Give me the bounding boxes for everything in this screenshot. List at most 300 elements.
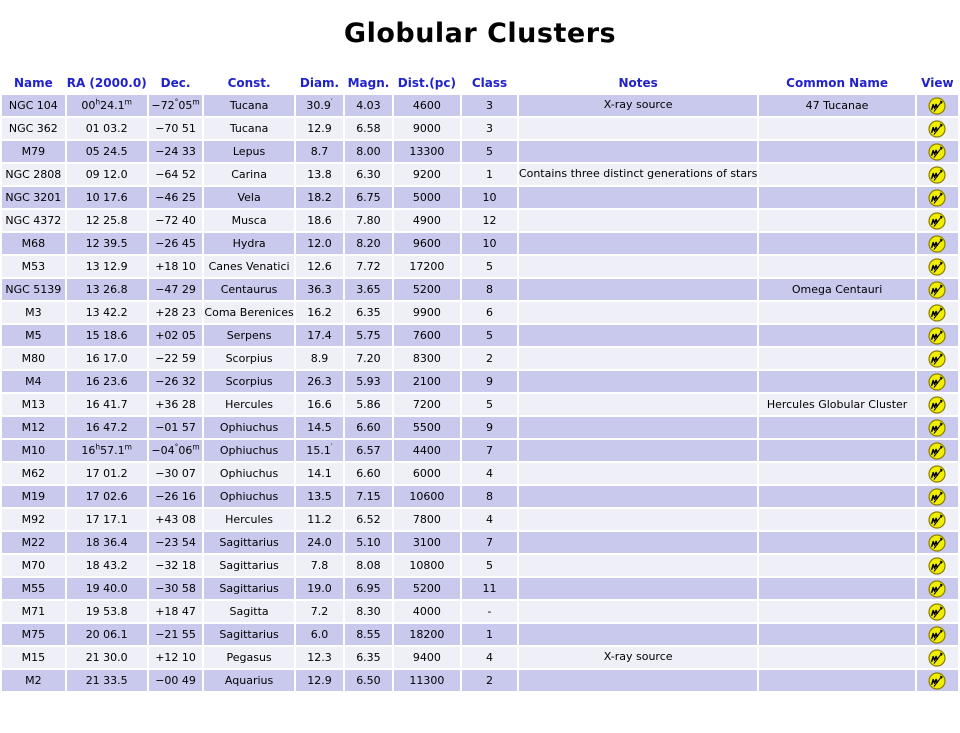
cell-ra: 09 12.0 — [67, 164, 147, 185]
cell-ra: 17 17.1 — [67, 509, 147, 530]
cell-name: M3 — [2, 302, 65, 323]
cell-name: M13 — [2, 394, 65, 415]
col-header-common: Common Name — [786, 76, 888, 90]
cell-ra: 13 42.2 — [67, 302, 147, 323]
cell-diam: 8.9 — [296, 348, 344, 369]
cell-notes: X-ray source — [519, 95, 757, 116]
cell-common — [759, 233, 914, 254]
cell-dist: 5500 — [394, 417, 461, 438]
cell-diam: 12.9 — [296, 118, 344, 139]
cell-diam: 14.5 — [296, 417, 344, 438]
cell-notes — [519, 118, 757, 139]
cell-notes — [519, 509, 757, 530]
cell-const: Scorpius — [204, 348, 293, 369]
cell-view[interactable] — [917, 325, 958, 346]
cell-name: M75 — [2, 624, 65, 645]
table-row — [2, 440, 958, 461]
cell-name: NGC 4372 — [2, 210, 65, 231]
cell-common — [759, 302, 914, 323]
cell-ra: 17 02.6 — [67, 486, 147, 507]
cell-name: M70 — [2, 555, 65, 576]
cell-diam: 19.0 — [296, 578, 344, 599]
cell-view[interactable] — [917, 509, 958, 530]
cell-dec: −70 51 — [149, 118, 203, 139]
cell-ra: 19 40.0 — [67, 578, 147, 599]
cell-dist: 7200 — [394, 394, 461, 415]
cell-magn: 5.86 — [345, 394, 391, 415]
cell-notes — [519, 394, 757, 415]
table-row — [2, 601, 958, 622]
cell-dist: 9200 — [394, 164, 461, 185]
cell-name: M12 — [2, 417, 65, 438]
cell-diam: 13.8 — [296, 164, 344, 185]
cell-notes — [519, 532, 757, 553]
view-image-icon — [928, 189, 946, 207]
cell-ra: 21 30.0 — [67, 647, 147, 668]
cell-magn: 6.95 — [345, 578, 391, 599]
cell-common — [759, 256, 914, 277]
cell-notes — [519, 440, 757, 461]
cell-cls: 5 — [462, 141, 517, 162]
cell-common — [759, 509, 914, 530]
cell-cls: 5 — [462, 394, 517, 415]
cell-cls: 1 — [462, 624, 517, 645]
cell-view[interactable] — [917, 394, 958, 415]
cell-const: Tucana — [204, 95, 293, 116]
cell-view[interactable] — [917, 187, 958, 208]
table-row — [2, 164, 958, 185]
table-row — [2, 394, 958, 415]
cell-magn: 6.58 — [345, 118, 391, 139]
cell-view[interactable] — [917, 417, 958, 438]
cell-const: Musca — [204, 210, 293, 231]
col-header-dist: Dist.(pc) — [397, 76, 456, 90]
cell-dist: 5000 — [394, 187, 461, 208]
cell-common — [759, 141, 914, 162]
cell-name: M62 — [2, 463, 65, 484]
cell-const: Sagittarius — [204, 624, 293, 645]
cell-magn: 6.60 — [345, 417, 391, 438]
cell-notes — [519, 233, 757, 254]
cell-ra: 16$^h$57.1$^m$ — [67, 440, 147, 461]
table-row — [2, 532, 958, 553]
cell-magn: 6.57 — [345, 440, 391, 461]
table-row — [2, 555, 958, 576]
cell-dec: −26 45 — [149, 233, 203, 254]
table-row — [2, 233, 958, 254]
col-header-ra: RA (2000.0) — [66, 76, 147, 90]
cell-common — [759, 348, 914, 369]
cell-common — [759, 463, 914, 484]
cell-view[interactable] — [917, 463, 958, 484]
cell-notes — [519, 187, 757, 208]
cell-name: M55 — [2, 578, 65, 599]
cell-dec: +43 08 — [149, 509, 203, 530]
table-row — [2, 141, 958, 162]
view-image-icon — [928, 442, 946, 460]
cell-const: Ophiuchus — [204, 486, 293, 507]
cell-ra: 21 33.5 — [67, 670, 147, 691]
cell-diam: 30.9′ — [296, 95, 344, 116]
cell-const: Tucana — [204, 118, 293, 139]
cell-common — [759, 532, 914, 553]
globular-clusters-table — [0, 74, 960, 693]
cell-cls: 5 — [462, 325, 517, 346]
col-header-dec: Dec. — [160, 76, 191, 90]
cell-dist: 17200 — [394, 256, 461, 277]
cell-common — [759, 555, 914, 576]
view-image-icon — [928, 166, 946, 184]
cell-diam: 16.6 — [296, 394, 344, 415]
cell-const: Lepus — [204, 141, 293, 162]
cell-name: M10 — [2, 440, 65, 461]
cell-view[interactable] — [917, 233, 958, 254]
cell-view[interactable] — [917, 624, 958, 645]
cell-const: Sagittarius — [204, 555, 293, 576]
table-row — [2, 210, 958, 231]
cell-view[interactable] — [917, 371, 958, 392]
view-image-icon — [928, 235, 946, 253]
cell-view[interactable] — [917, 118, 958, 139]
cell-view[interactable] — [917, 555, 958, 576]
cell-dec: −72 40 — [149, 210, 203, 231]
table-row — [2, 624, 958, 645]
view-image-icon — [928, 672, 946, 690]
cell-dist: 4900 — [394, 210, 461, 231]
cell-cls: 9 — [462, 417, 517, 438]
cell-view[interactable] — [917, 532, 958, 553]
cell-common — [759, 601, 914, 622]
cell-magn: 8.30 — [345, 601, 391, 622]
cell-notes — [519, 279, 757, 300]
cell-cls: 6 — [462, 302, 517, 323]
cell-dec: −26 32 — [149, 371, 203, 392]
cell-const: Hydra — [204, 233, 293, 254]
view-image-icon — [928, 488, 946, 506]
cell-cls: 7 — [462, 532, 517, 553]
cell-dec: −32 18 — [149, 555, 203, 576]
cell-dec: −30 58 — [149, 578, 203, 599]
cell-dec: −24 33 — [149, 141, 203, 162]
cell-notes — [519, 601, 757, 622]
view-image-icon — [928, 626, 946, 644]
cell-cls: 9 — [462, 371, 517, 392]
cell-const: Sagittarius — [204, 532, 293, 553]
cell-const: Ophiuchus — [204, 417, 293, 438]
cell-view[interactable] — [917, 210, 958, 231]
cell-diam: 36.3 — [296, 279, 344, 300]
cell-cls: 8 — [462, 486, 517, 507]
cell-dec: −64 52 — [149, 164, 203, 185]
cell-common — [759, 578, 914, 599]
cell-dist: 4000 — [394, 601, 461, 622]
cell-magn: 6.75 — [345, 187, 391, 208]
view-image-icon — [928, 649, 946, 667]
cell-name: M2 — [2, 670, 65, 691]
cell-view[interactable] — [917, 440, 958, 461]
cell-dec: −26 16 — [149, 486, 203, 507]
cell-common — [759, 325, 914, 346]
cell-name: M19 — [2, 486, 65, 507]
table-body — [2, 95, 958, 691]
cell-common — [759, 440, 914, 461]
cell-ra: 12 39.5 — [67, 233, 147, 254]
cell-notes — [519, 325, 757, 346]
cell-dist: 18200 — [394, 624, 461, 645]
cell-dec: $-04^\circ 06^m$ — [149, 440, 203, 461]
cell-magn: 4.03 — [345, 95, 391, 116]
cell-magn: 5.75 — [345, 325, 391, 346]
cell-common — [759, 210, 914, 231]
cell-notes — [519, 210, 757, 231]
cell-dist: 5200 — [394, 279, 461, 300]
view-image-icon — [928, 534, 946, 552]
cell-common: Omega Centauri — [759, 279, 914, 300]
cell-notes: Contains three distinct generations of stars — [519, 164, 757, 185]
cell-view[interactable] — [917, 647, 958, 668]
cell-name: M92 — [2, 509, 65, 530]
cell-magn: 3.65 — [345, 279, 391, 300]
table-row — [2, 187, 958, 208]
cell-notes — [519, 463, 757, 484]
cell-dec: +18 47 — [149, 601, 203, 622]
cell-magn: 5.10 — [345, 532, 391, 553]
cell-cls: 5 — [462, 256, 517, 277]
view-image-icon — [928, 557, 946, 575]
cell-dec: +02 05 — [149, 325, 203, 346]
cell-ra: 12 25.8 — [67, 210, 147, 231]
cell-dist: 2100 — [394, 371, 461, 392]
cell-common — [759, 486, 914, 507]
cell-cls: 3 — [462, 95, 517, 116]
cell-magn: 7.15 — [345, 486, 391, 507]
cell-view[interactable] — [917, 486, 958, 507]
cell-ra: 16 23.6 — [67, 371, 147, 392]
cell-name: M53 — [2, 256, 65, 277]
table-row — [2, 302, 958, 323]
cell-const: Aquarius — [204, 670, 293, 691]
view-image-icon — [928, 373, 946, 391]
cell-notes — [519, 348, 757, 369]
cell-cls: 10 — [462, 233, 517, 254]
cell-ra: 17 01.2 — [67, 463, 147, 484]
cell-diam: 24.0 — [296, 532, 344, 553]
cell-dist: 10800 — [394, 555, 461, 576]
col-header-const: Const. — [227, 76, 271, 90]
cell-magn: 8.00 — [345, 141, 391, 162]
cell-diam: 12.9 — [296, 670, 344, 691]
table-row — [2, 647, 958, 668]
cell-common — [759, 371, 914, 392]
cell-ra: 19 53.8 — [67, 601, 147, 622]
table-row — [2, 670, 958, 691]
cell-view[interactable] — [917, 670, 958, 691]
cell-ra: 10 17.6 — [67, 187, 147, 208]
cell-magn: 6.30 — [345, 164, 391, 185]
cell-magn: 5.93 — [345, 371, 391, 392]
col-header-view: View — [921, 76, 954, 90]
cell-name: NGC 5139 — [2, 279, 65, 300]
view-image-icon — [928, 281, 946, 299]
cell-magn: 7.20 — [345, 348, 391, 369]
cell-common — [759, 187, 914, 208]
cell-dec: $-72^\circ 05^m$ — [149, 95, 203, 116]
col-header-notes: Notes — [618, 76, 658, 90]
cell-ra: 00$^h$24.1$^m$ — [67, 95, 147, 116]
cell-notes — [519, 302, 757, 323]
cell-common — [759, 647, 914, 668]
view-image-icon — [928, 419, 946, 437]
cell-dec: −21 55 — [149, 624, 203, 645]
table-row — [2, 95, 958, 116]
cell-dist: 7800 — [394, 509, 461, 530]
cell-dec: −47 29 — [149, 279, 203, 300]
view-image-icon — [928, 327, 946, 345]
cell-ra: 01 03.2 — [67, 118, 147, 139]
cell-const: Centaurus — [204, 279, 293, 300]
cell-notes — [519, 670, 757, 691]
cell-cls: 11 — [462, 578, 517, 599]
table-row — [2, 118, 958, 139]
cell-name: M68 — [2, 233, 65, 254]
table-row — [2, 325, 958, 346]
cell-ra: 16 41.7 — [67, 394, 147, 415]
cell-dec: −00 49 — [149, 670, 203, 691]
cell-cls: 4 — [462, 647, 517, 668]
view-image-icon — [928, 511, 946, 529]
cell-view[interactable] — [917, 578, 958, 599]
cell-diam: 12.3 — [296, 647, 344, 668]
cell-dec: +36 28 — [149, 394, 203, 415]
table-row — [2, 371, 958, 392]
cell-dist: 13300 — [394, 141, 461, 162]
view-image-icon — [928, 396, 946, 414]
cell-const: Ophiuchus — [204, 440, 293, 461]
view-image-icon — [928, 258, 946, 276]
cell-common — [759, 164, 914, 185]
cell-name: M4 — [2, 371, 65, 392]
table-row — [2, 256, 958, 277]
col-header-cls: Class — [471, 76, 508, 90]
cell-dist: 7600 — [394, 325, 461, 346]
header-row — [2, 76, 958, 93]
cell-dec: −22 59 — [149, 348, 203, 369]
cell-common — [759, 624, 914, 645]
cell-ra: 16 47.2 — [67, 417, 147, 438]
cell-view[interactable] — [917, 95, 958, 116]
cell-diam: 18.6 — [296, 210, 344, 231]
table-header — [2, 76, 958, 93]
cell-view[interactable] — [917, 348, 958, 369]
cell-dist: 8300 — [394, 348, 461, 369]
cell-const: Sagitta — [204, 601, 293, 622]
cell-magn: 6.35 — [345, 302, 391, 323]
cell-dec: +28 23 — [149, 302, 203, 323]
cell-view[interactable] — [917, 164, 958, 185]
view-image-icon — [928, 212, 946, 230]
cell-name: M15 — [2, 647, 65, 668]
cell-cls: - — [462, 601, 517, 622]
cell-diam: 7.8 — [296, 555, 344, 576]
cell-magn: 8.08 — [345, 555, 391, 576]
cell-dec: +12 10 — [149, 647, 203, 668]
cell-name: M5 — [2, 325, 65, 346]
col-header-name: Name — [13, 76, 53, 90]
table-row — [2, 417, 958, 438]
cell-magn: 7.80 — [345, 210, 391, 231]
cell-dec: −01 57 — [149, 417, 203, 438]
cell-ra: 13 26.8 — [67, 279, 147, 300]
cell-view[interactable] — [917, 302, 958, 323]
cell-notes — [519, 417, 757, 438]
cell-diam: 12.6 — [296, 256, 344, 277]
cell-const: Carina — [204, 164, 293, 185]
cell-magn: 8.20 — [345, 233, 391, 254]
cell-const: Canes Venatici — [204, 256, 293, 277]
cell-magn: 6.60 — [345, 463, 391, 484]
view-image-icon — [928, 120, 946, 138]
cell-view[interactable] — [917, 141, 958, 162]
table-row — [2, 348, 958, 369]
cell-cls: 4 — [462, 463, 517, 484]
cell-dist: 4600 — [394, 95, 461, 116]
cell-common: Hercules Globular Cluster — [759, 394, 914, 415]
cell-ra: 18 36.4 — [67, 532, 147, 553]
cell-dist: 10600 — [394, 486, 461, 507]
table-row — [2, 279, 958, 300]
cell-diam: 11.2 — [296, 509, 344, 530]
table-row — [2, 509, 958, 530]
cell-notes — [519, 555, 757, 576]
cell-name: NGC 104 — [2, 95, 65, 116]
cell-diam: 8.7 — [296, 141, 344, 162]
cell-notes: X-ray source — [519, 647, 757, 668]
cell-ra: 16 17.0 — [67, 348, 147, 369]
cell-diam: 17.4 — [296, 325, 344, 346]
cell-const: Coma Berenices — [204, 302, 293, 323]
cell-view[interactable] — [917, 601, 958, 622]
page-title: Globular Clusters — [343, 18, 617, 49]
table-row — [2, 463, 958, 484]
cell-diam: 18.2 — [296, 187, 344, 208]
cell-notes — [519, 256, 757, 277]
cell-cls: 3 — [462, 118, 517, 139]
cell-const: Hercules — [204, 394, 293, 415]
cell-dec: −30 07 — [149, 463, 203, 484]
cell-dec: −46 25 — [149, 187, 203, 208]
cell-name: M22 — [2, 532, 65, 553]
cell-cls: 8 — [462, 279, 517, 300]
cell-common — [759, 670, 914, 691]
cell-dist: 9000 — [394, 118, 461, 139]
cell-view[interactable] — [917, 279, 958, 300]
cell-notes — [519, 486, 757, 507]
cell-cls: 5 — [462, 555, 517, 576]
cell-const: Pegasus — [204, 647, 293, 668]
cell-cls: 7 — [462, 440, 517, 461]
cell-cls: 1 — [462, 164, 517, 185]
cell-dist: 4400 — [394, 440, 461, 461]
cell-const: Scorpius — [204, 371, 293, 392]
cell-name: NGC 2808 — [2, 164, 65, 185]
cell-magn: 6.52 — [345, 509, 391, 530]
cell-const: Sagittarius — [204, 578, 293, 599]
cell-const: Serpens — [204, 325, 293, 346]
cell-view[interactable] — [917, 256, 958, 277]
cell-cls: 2 — [462, 348, 517, 369]
cell-dist: 5200 — [394, 578, 461, 599]
col-header-diam: Diam. — [299, 76, 340, 90]
